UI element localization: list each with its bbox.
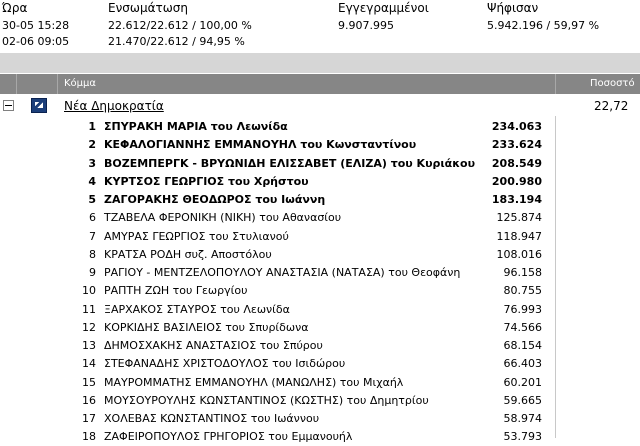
- candidate-votes: 66.403: [503, 357, 542, 371]
- candidate-votes: 74.566: [503, 320, 542, 334]
- candidate-name: ΣΠΥΡΑΚΗ ΜΑΡΙΑ του Λεωνίδα: [104, 120, 288, 133]
- candidate-rank: 8: [89, 247, 96, 261]
- candidate-row: [0, 282, 555, 300]
- candidate-name: ΑΜΥΡΑΣ ΓΕΩΡΓΙΟΣ του Στυλιανού: [104, 229, 289, 243]
- summary-integration-2: 21.470/22.612 / 94,95 %: [108, 35, 245, 48]
- candidate-row: [0, 428, 555, 446]
- candidate-name: ΣΤΕΦΑΝΑΔΗΣ ΧΡΙΣΤΟΔΟΥΛΟΣ του Ισιδώρου: [104, 357, 346, 371]
- party-row: [0, 96, 640, 116]
- candidate-rank: 13: [82, 339, 96, 352]
- candidate-votes: 68.154: [503, 339, 542, 352]
- candidate-votes: 208.549: [491, 156, 542, 170]
- collapse-toggle-icon[interactable]: [3, 100, 14, 111]
- candidate-rank: 6: [89, 211, 96, 225]
- candidate-votes: 60.201: [503, 375, 542, 389]
- candidate-votes: 200.980: [491, 174, 542, 188]
- table-header: [0, 74, 640, 94]
- candidate-rank: 16: [82, 393, 96, 407]
- candidate-name: ΔΗΜΟΣΧΑΚΗΣ ΑΝΑΣΤΑΣΙΟΣ του Σπύρου: [104, 339, 323, 352]
- candidate-row: [0, 374, 555, 392]
- candidate-name: ΚΕΦΑΛΟΓΙΑΝΝΗΣ ΕΜΜΑΝΟΥΗΛ του Κωνσταντίνου: [104, 138, 417, 152]
- candidate-row: [0, 264, 555, 282]
- candidate-votes: 234.063: [491, 120, 542, 133]
- summary-registered: 9.907.995: [338, 19, 394, 32]
- candidate-rank: 1: [88, 120, 96, 133]
- party-name-link[interactable]: Νέα Δημοκρατία: [64, 99, 164, 113]
- candidate-name: ΡΑΠΤΗ ΖΩΗ του Γεωργίου: [104, 284, 248, 298]
- candidate-rank: 17: [82, 412, 96, 425]
- candidate-row: [0, 136, 555, 154]
- candidate-row: [0, 392, 555, 410]
- candidate-votes: 58.974: [503, 412, 542, 425]
- candidate-row: [0, 337, 555, 355]
- candidate-row: [0, 301, 555, 319]
- candidate-name: ΖΑΓΟΡΑΚΗΣ ΘΕΟΔΩΡΟΣ του Ιωάννη: [104, 193, 326, 206]
- toolbar-strip: [0, 53, 640, 73]
- summary-time-2: 02-06 09:05: [2, 35, 70, 48]
- candidate-row: [0, 319, 555, 337]
- candidate-rank: 4: [88, 174, 96, 188]
- results-summary: [0, 0, 640, 50]
- candidate-rank: 12: [82, 320, 96, 334]
- candidate-votes: 183.194: [491, 193, 542, 206]
- candidate-row: [0, 118, 555, 136]
- candidate-votes: 118.947: [496, 229, 542, 243]
- party-logo-icon: [31, 98, 47, 113]
- candidate-votes: 96.158: [503, 266, 542, 279]
- candidate-rank: 5: [88, 193, 96, 206]
- logo-column-header: [17, 74, 58, 94]
- candidate-votes: 80.755: [503, 284, 542, 298]
- candidate-name: ΤΖΑΒΕΛΑ ΦΕΡΟΝΙΚΗ (ΝΙΚΗ) του Αθανασίου: [104, 211, 342, 225]
- candidate-rank: 10: [82, 284, 96, 298]
- candidate-name: ΧΟΛΕΒΑΣ ΚΩΝΣΤΑΝΤΙΝΟΣ του Ιωάννου: [104, 412, 320, 425]
- candidate-votes: 53.793: [503, 430, 542, 444]
- candidate-name: ΡΑΓΙΟΥ - ΜΕΝΤΖΕΛΟΠΟΥΛΟΥ ΑΝΑΣΤΑΣΙΑ (ΝΑΤΑΣΑ) του Θεοφάνη: [104, 266, 461, 279]
- candidate-name: ΒΟΖΕΜΠΕΡΓΚ - ΒΡΥΩΝΙΔΗ ΕΛΙΣΣΑΒΕΤ (ΕΛΙΖΑ) του Κυριάκου: [104, 156, 476, 170]
- candidate-row: [0, 246, 555, 264]
- summary-time-1: 30-05 15:28: [2, 19, 70, 32]
- candidate-votes: 233.624: [491, 138, 542, 152]
- column-divider: [555, 116, 556, 438]
- candidate-row: [0, 155, 555, 173]
- candidate-rank: 14: [82, 357, 96, 371]
- percent-column-header[interactable]: Ποσοστό: [590, 78, 635, 89]
- voted-header: Ψήφισαν: [487, 1, 539, 15]
- party-column-header[interactable]: Κόμμα: [64, 78, 96, 89]
- registered-header: Εγγεγραμμένοι: [338, 1, 429, 15]
- candidate-rank: 11: [82, 302, 96, 316]
- candidate-votes: 125.874: [496, 211, 542, 225]
- candidate-row: [0, 355, 555, 373]
- candidate-name: ΚΟΡΚΙΔΗΣ ΒΑΣΙΛΕΙΟΣ του Σπυρίδωνα: [104, 320, 309, 334]
- summary-integration-1: 22.612/22.612 / 100,00 %: [108, 19, 252, 32]
- candidate-votes: 76.993: [503, 302, 542, 316]
- candidate-name: ΚΡΑΤΣΑ ΡΟΔΗ συζ. Αποστόλου: [104, 247, 272, 261]
- candidate-name: ΞΑΡΧΑΚΟΣ ΣΤΑΥΡΟΣ του Λεωνίδα: [104, 302, 290, 316]
- candidate-name: ΚΥΡΤΣΟΣ ΓΕΩΡΓΙΟΣ του Χρήστου: [104, 174, 309, 188]
- candidate-row: [0, 209, 555, 227]
- expand-column-header: [0, 74, 17, 94]
- candidate-rank: 9: [89, 266, 96, 279]
- time-header: Ώρα: [2, 1, 28, 15]
- candidate-votes: 59.665: [503, 393, 542, 407]
- party-percent: 22,72: [594, 99, 629, 113]
- integration-header: Ενσωμάτωση: [108, 1, 188, 15]
- candidate-name: ΖΑΦΕΙΡΟΠΟΥΛΟΣ ΓΡΗΓΟΡΙΟΣ του Εμμανουήλ: [104, 430, 353, 444]
- candidate-rank: 18: [82, 430, 96, 444]
- candidate-row: [0, 173, 555, 191]
- candidate-row: [0, 410, 555, 428]
- candidate-votes: 108.016: [496, 247, 542, 261]
- candidate-name: ΜΑΥΡΟΜΜΑΤΗΣ ΕΜΜΑΝΟΥΗΛ (ΜΑΝΩΛΗΣ) του Μιχαήλ: [104, 375, 404, 389]
- candidate-rank: 3: [88, 156, 96, 170]
- summary-voted: 5.942.196 / 59,97 %: [487, 19, 600, 32]
- candidate-name: ΜΟΥΣΟΥΡΟΥΛΗΣ ΚΩΝΣΤΑΝΤΙΝΟΣ (ΚΩΣΤΗΣ) του Δημητρίου: [104, 393, 429, 407]
- candidate-row: [0, 228, 555, 246]
- candidate-rank: 15: [82, 375, 96, 389]
- candidate-rank: 7: [89, 229, 96, 243]
- candidate-rank: 2: [88, 138, 96, 152]
- candidate-row: [0, 191, 555, 209]
- column-divider: [555, 74, 556, 94]
